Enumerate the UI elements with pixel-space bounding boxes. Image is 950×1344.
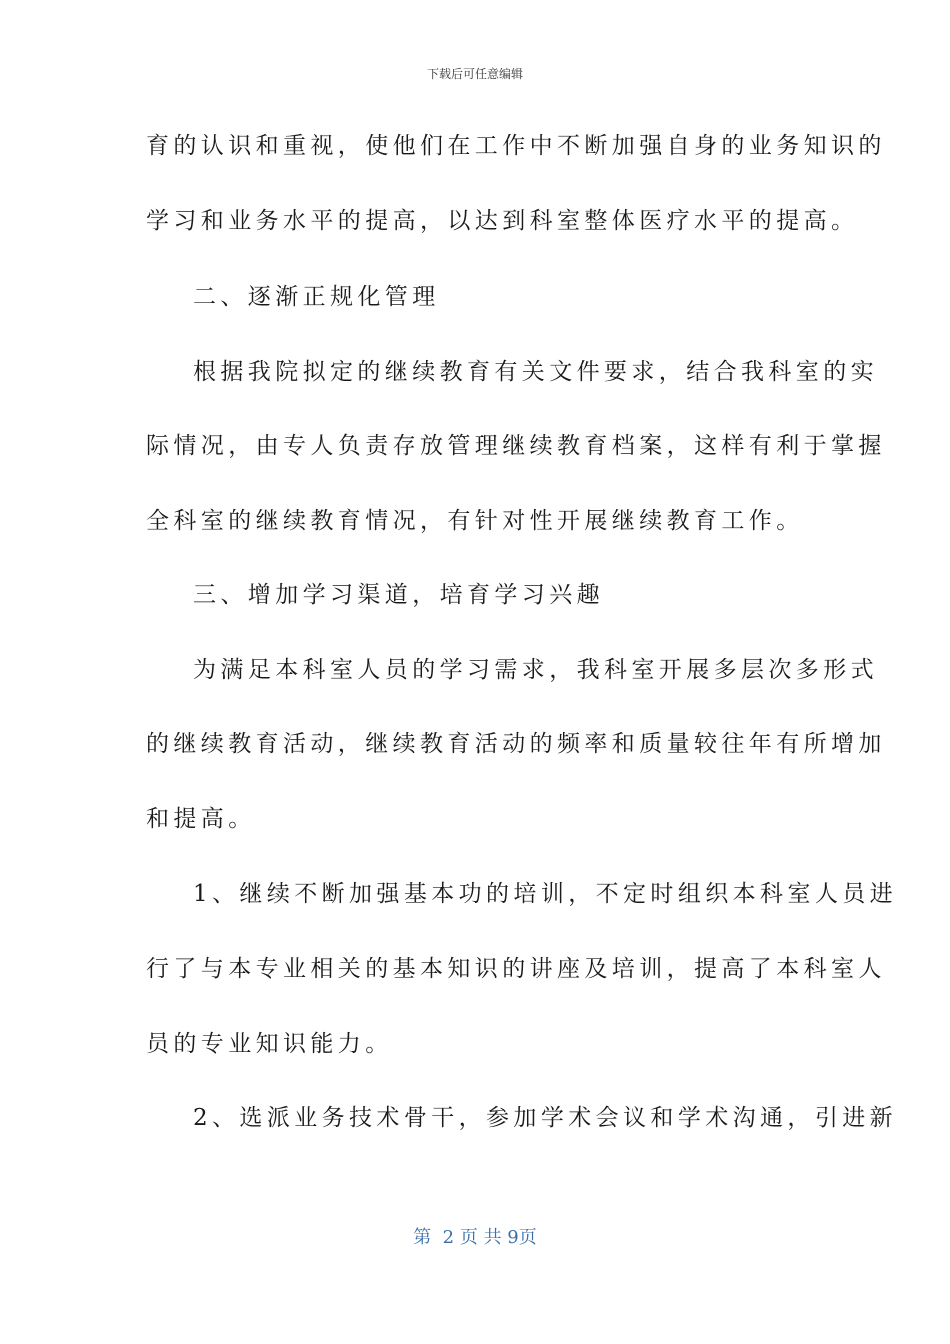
page-header: 下载后可任意编辑	[426, 67, 523, 81]
section-heading: 三、增加学习渠道，培育学习兴趣	[193, 582, 604, 608]
body-line: 根据我院拟定的继续教育有关文件要求，结合我科室的实	[193, 359, 878, 385]
body-line: 为满足本科室人员的学习需求，我科室开展多层次多形式	[193, 657, 878, 683]
body-line: 全科室的继续教育情况，有针对性开展继续教育工作。	[146, 508, 804, 534]
body-line: 的继续教育活动，继续教育活动的频率和质量较往年有所增加	[146, 731, 886, 757]
body-line: 和提高。	[146, 806, 256, 832]
body-line: 员的专业知识能力。	[146, 1031, 393, 1057]
body-line: 际情况，由专人负责存放管理继续教育档案，这样有利于掌握	[146, 433, 886, 459]
body-line: 行了与本专业相关的基本知识的讲座及培训，提高了本科室人	[146, 956, 886, 982]
body-line: 育的认识和重视，使他们在工作中不断加强自身的业务知识的	[146, 133, 886, 159]
page-footer: 第 2 页 共 9页	[413, 1227, 537, 1248]
body-line: 1、继续不断加强基本功的培训，不定时组织本科室人员进	[193, 881, 898, 907]
section-heading: 二、逐渐正规化管理	[193, 284, 440, 310]
body-line: 学习和业务水平的提高，以达到科室整体医疗水平的提高。	[146, 208, 859, 234]
body-line: 2、选派业务技术骨干，参加学术会议和学术沟通，引进新	[193, 1105, 898, 1131]
